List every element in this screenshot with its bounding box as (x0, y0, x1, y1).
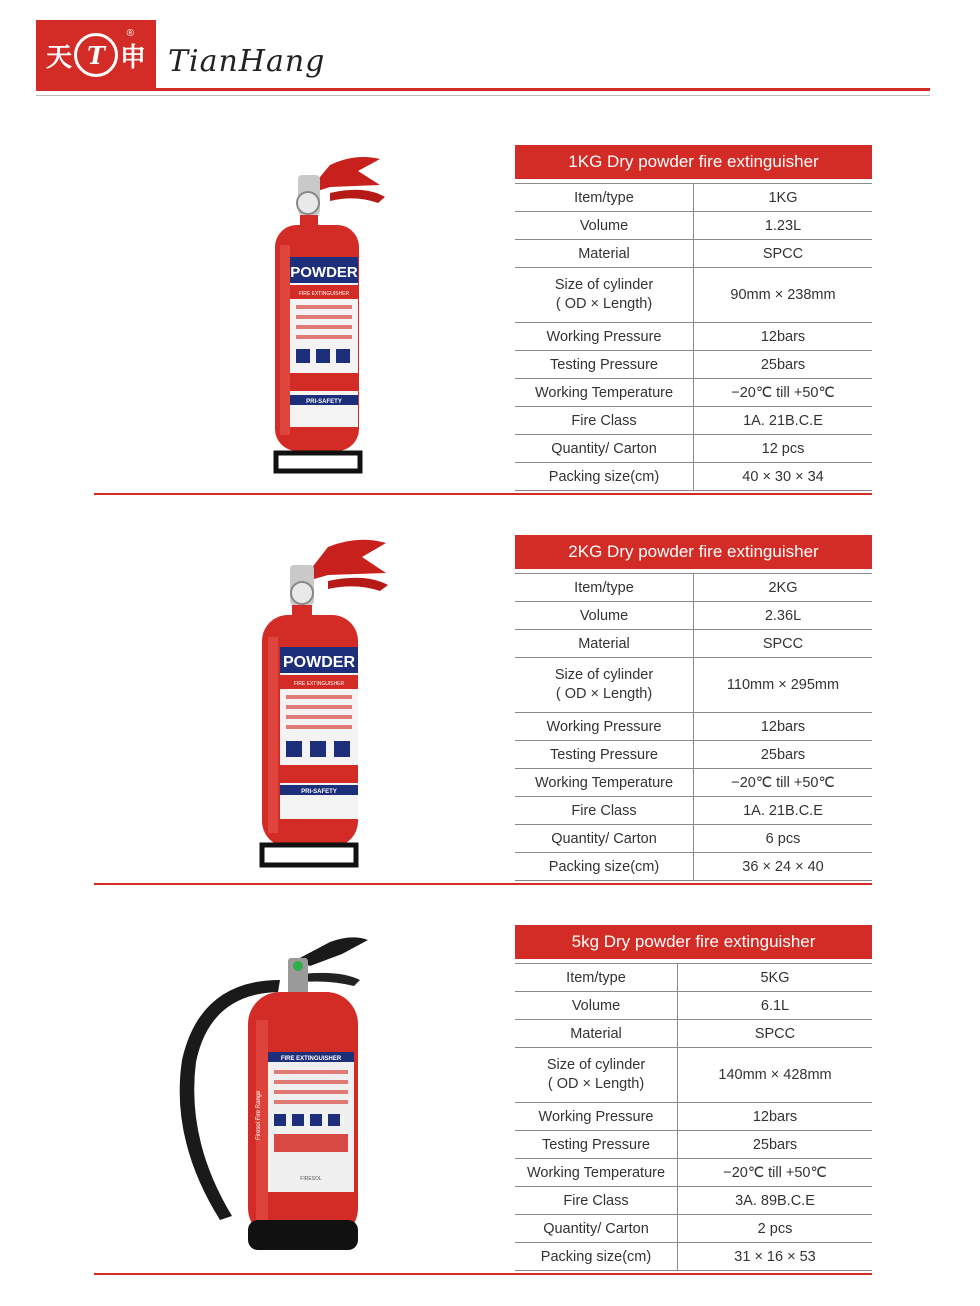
fire-extinguisher-1kg-image (180, 145, 460, 485)
spec-row (515, 769, 872, 797)
spec-row (515, 212, 872, 240)
spec-table-5kg (515, 925, 872, 1271)
spec-row (515, 351, 872, 379)
spec-key: Working Pressure (515, 1103, 678, 1130)
spec-key: Packing size(cm) (515, 853, 694, 880)
spec-title: 2KG Dry powder fire extinguisher (515, 535, 872, 569)
label-fire-extinguisher-text: FIRE EXTINGUISHER (280, 1056, 342, 1062)
spec-key-line2: ( OD × Length) (555, 686, 653, 702)
spec-key-line2: ( OD × Length) (555, 296, 653, 312)
spec-value: 1KG (768, 189, 798, 206)
spec-value: −20℃ till +50℃ (731, 774, 835, 791)
page-header (0, 0, 980, 100)
spec-row (515, 741, 872, 769)
spec-value: 5KG (760, 969, 790, 986)
spec-key: Fire Class (515, 407, 694, 434)
spec-key: Testing Pressure (515, 1131, 678, 1158)
spec-key-line1: Size of cylinder (554, 667, 654, 683)
spec-row (515, 853, 872, 881)
spec-row (515, 1103, 872, 1131)
spec-row (515, 992, 872, 1020)
spec-value: 31 × 16 × 53 (734, 1248, 816, 1265)
spec-key-line2: ( OD × Length) (547, 1076, 645, 1092)
spec-key: Working Temperature (515, 769, 694, 796)
spec-title: 5kg Dry powder fire extinguisher (515, 925, 872, 959)
label-brand-strip: PRI-SAFETY (306, 399, 342, 405)
spec-key: Material (515, 1020, 678, 1047)
spec-row (515, 1131, 872, 1159)
spec-value: SPCC (762, 245, 804, 262)
spec-row (515, 379, 872, 407)
spec-key: Volume (515, 602, 694, 629)
spec-row (515, 407, 872, 435)
spec-key: Volume (515, 212, 694, 239)
spec-key: Working Pressure (515, 713, 694, 740)
fire-extinguisher-2kg-image (180, 535, 460, 875)
spec-key: Quantity/ Carton (515, 825, 694, 852)
spec-value: 12bars (752, 1108, 798, 1125)
spec-key: Packing size(cm) (515, 1243, 678, 1270)
spec-value: 36 × 24 × 40 (742, 858, 824, 875)
spec-value: 2.36L (764, 607, 802, 624)
spec-value: 40 × 30 × 34 (742, 468, 824, 485)
spec-row (515, 713, 872, 741)
spec-row (515, 1243, 872, 1271)
spec-row (515, 964, 872, 992)
logo-emblem: T (74, 33, 118, 77)
label-powder-text: POWDER (283, 654, 355, 671)
spec-value: 25bars (760, 746, 806, 763)
spec-value: −20℃ till +50℃ (731, 384, 835, 401)
spec-row (515, 797, 872, 825)
product-section-5kg (0, 925, 980, 1285)
spec-key-line1: Size of cylinder (546, 1057, 646, 1073)
spec-value: 2 pcs (757, 1220, 793, 1237)
spec-value: 1.23L (764, 217, 802, 234)
label-powder-text: POWDER (290, 264, 358, 281)
spec-key: Packing size(cm) (515, 463, 694, 490)
product-section-2kg (0, 535, 980, 895)
spec-value: 25bars (752, 1136, 798, 1153)
label-sub-text: FIRE EXTINGUISHER (298, 291, 350, 297)
spec-value: 90mm × 238mm (730, 286, 836, 303)
spec-row (515, 184, 872, 212)
header-divider (36, 88, 930, 91)
brand-signature: TianHang (168, 44, 326, 79)
spec-value: 6 pcs (765, 830, 801, 847)
spec-key: Volume (515, 992, 678, 1019)
spec-value: 3A. 89B.C.E (735, 1192, 815, 1209)
spec-value: 140mm × 428mm (718, 1066, 832, 1083)
spec-key-line1: Size of cylinder (554, 277, 654, 293)
header-divider-thin (36, 95, 930, 96)
spec-key: Quantity/ Carton (515, 1215, 678, 1242)
spec-key: Item/type (515, 184, 694, 211)
spec-key (515, 658, 694, 712)
spec-row (515, 1159, 872, 1187)
spec-table-2kg (515, 535, 872, 881)
product-section-1kg (0, 145, 980, 505)
spec-value: SPCC (762, 635, 804, 652)
label-sub-text: FIRE EXTINGUISHER (293, 681, 345, 687)
spec-key: Working Temperature (515, 1159, 678, 1186)
spec-row (515, 1048, 872, 1103)
spec-key: Fire Class (515, 1187, 678, 1214)
brand-logo (36, 20, 156, 90)
spec-title: 1KG Dry powder fire extinguisher (515, 145, 872, 179)
spec-key: Quantity/ Carton (515, 435, 694, 462)
spec-value: SPCC (754, 1025, 796, 1042)
spec-value: 110mm × 295mm (726, 676, 840, 693)
spec-row (515, 435, 872, 463)
spec-row (515, 658, 872, 713)
label-brand-strip: PRI-SAFETY (301, 789, 337, 795)
spec-row (515, 323, 872, 351)
spec-row (515, 602, 872, 630)
spec-key: Testing Pressure (515, 741, 694, 768)
spec-row (515, 1187, 872, 1215)
label-side-text: Firesol Fire Range (256, 1090, 262, 1140)
spec-key: Working Pressure (515, 323, 694, 350)
registered-mark: ® (126, 28, 134, 39)
section-divider (94, 493, 872, 495)
spec-row (515, 268, 872, 323)
spec-row (515, 574, 872, 602)
spec-value: 1A. 21B.C.E (743, 802, 823, 819)
spec-row (515, 463, 872, 491)
spec-value: 1A. 21B.C.E (743, 412, 823, 429)
spec-table-1kg (515, 145, 872, 491)
spec-value: 12 pcs (761, 440, 805, 457)
spec-key: Material (515, 630, 694, 657)
spec-key: Testing Pressure (515, 351, 694, 378)
spec-row (515, 1020, 872, 1048)
spec-key: Working Temperature (515, 379, 694, 406)
spec-row (515, 240, 872, 268)
label-brand-strip: FIRESOL (300, 1176, 322, 1182)
section-divider (94, 883, 872, 885)
spec-value: 25bars (760, 356, 806, 373)
spec-row (515, 1215, 872, 1243)
spec-key: Fire Class (515, 797, 694, 824)
spec-row (515, 825, 872, 853)
spec-key: Material (515, 240, 694, 267)
spec-value: 12bars (760, 718, 806, 735)
fire-extinguisher-5kg-image (160, 930, 440, 1270)
spec-key: Item/type (515, 574, 694, 601)
spec-key (515, 268, 694, 322)
spec-value: −20℃ till +50℃ (723, 1164, 827, 1181)
section-divider (94, 1273, 872, 1275)
logo-char-right: 申 (120, 42, 147, 73)
spec-key: Item/type (515, 964, 678, 991)
spec-row (515, 630, 872, 658)
spec-key (515, 1048, 678, 1102)
logo-char-left: 天 (45, 42, 72, 73)
spec-value: 12bars (760, 328, 806, 345)
spec-value: 6.1L (760, 997, 790, 1014)
spec-value: 2KG (768, 579, 798, 596)
